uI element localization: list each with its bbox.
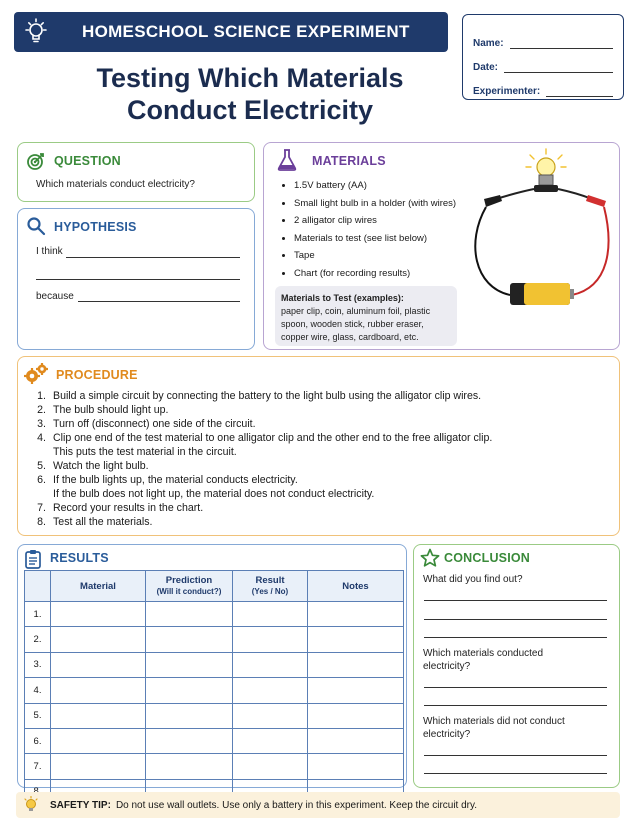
target-icon bbox=[26, 151, 46, 176]
title-line-2: Conduct Electricity bbox=[126, 95, 374, 125]
notes-cell[interactable] bbox=[308, 678, 404, 703]
material-cell[interactable] bbox=[51, 754, 146, 779]
prediction-cell[interactable] bbox=[146, 678, 233, 703]
procedure-steps bbox=[24, 389, 614, 529]
procedure-step bbox=[24, 515, 614, 529]
row-number: 5. bbox=[25, 703, 51, 728]
step-number: 8. bbox=[37, 516, 46, 528]
test-materials-text: paper clip, coin, aluminum foil, plastic spoon, wooden stick, rubber eraser, copper wire, glass, cardboard, etc. bbox=[281, 306, 431, 342]
test-materials-box bbox=[275, 286, 457, 346]
material-cell[interactable] bbox=[51, 627, 146, 652]
safety-tip bbox=[16, 792, 620, 818]
hypothesis-because-label: because bbox=[36, 291, 74, 302]
flask-icon bbox=[276, 148, 298, 177]
result-column-header bbox=[233, 571, 308, 602]
hypothesis-line-1[interactable] bbox=[66, 257, 240, 258]
magnifier-icon bbox=[26, 216, 46, 241]
prediction-cell[interactable] bbox=[146, 652, 233, 677]
table-row bbox=[25, 627, 404, 652]
conclusion-heading: CONCLUSION bbox=[444, 551, 531, 565]
safety-tip-label: SAFETY TIP: bbox=[50, 799, 111, 811]
step-text: Test all the materials. bbox=[53, 516, 153, 528]
result-cell[interactable] bbox=[233, 627, 308, 652]
step-number: 1. bbox=[37, 390, 46, 402]
notes-cell[interactable] bbox=[308, 728, 404, 753]
step-number: 6. bbox=[37, 474, 46, 486]
notes-cell[interactable] bbox=[308, 652, 404, 677]
prediction-cell[interactable] bbox=[146, 627, 233, 652]
procedure-step bbox=[24, 473, 614, 487]
step-number bbox=[24, 487, 53, 501]
experimenter-line[interactable] bbox=[546, 86, 613, 97]
hypothesis-heading: HYPOTHESIS bbox=[54, 220, 137, 234]
procedure-step bbox=[24, 445, 614, 459]
procedure-step bbox=[24, 459, 614, 473]
title-line-1: Testing Which Materials bbox=[96, 63, 404, 93]
conclusion-line[interactable] bbox=[424, 755, 607, 756]
date-label: Date: bbox=[473, 62, 499, 73]
row-number: 2. bbox=[25, 627, 51, 652]
date-field[interactable] bbox=[473, 49, 613, 73]
procedure-step bbox=[24, 389, 614, 403]
prediction-cell[interactable] bbox=[146, 728, 233, 753]
results-header-row bbox=[25, 571, 404, 602]
experimenter-field[interactable] bbox=[473, 73, 613, 97]
step-text: Record your results in the chart. bbox=[53, 502, 204, 514]
student-info-box bbox=[462, 14, 624, 100]
gears-icon bbox=[24, 363, 48, 390]
result-cell[interactable] bbox=[233, 652, 308, 677]
step-number: 7. bbox=[37, 502, 46, 514]
row-number: 1. bbox=[25, 602, 51, 627]
prediction-cell[interactable] bbox=[146, 703, 233, 728]
procedure-step bbox=[24, 431, 614, 445]
materials-item: • Small light bulb in a holder (with wires) bbox=[294, 195, 475, 213]
results-heading: RESULTS bbox=[50, 551, 109, 565]
procedure-step bbox=[24, 487, 614, 501]
material-cell[interactable] bbox=[51, 728, 146, 753]
material-column-header: Material bbox=[51, 571, 146, 602]
conclusion-question-3: Which materials did not conduct electricity? bbox=[423, 716, 565, 740]
safety-tip-text: Do not use wall outlets. Use only a battery in this experiment. Keep the circuit dry. bbox=[115, 799, 478, 811]
row-number: 4. bbox=[25, 678, 51, 703]
table-row bbox=[25, 754, 404, 779]
step-text: Turn off (disconnect) one side of the circuit. bbox=[53, 418, 256, 430]
result-label: Result bbox=[255, 575, 285, 586]
result-cell[interactable] bbox=[233, 678, 308, 703]
result-cell[interactable] bbox=[233, 728, 308, 753]
table-row bbox=[25, 652, 404, 677]
table-row bbox=[25, 703, 404, 728]
name-field[interactable] bbox=[473, 25, 613, 49]
row-number-header bbox=[25, 571, 51, 602]
result-cell[interactable] bbox=[233, 703, 308, 728]
step-text: The bulb should light up. bbox=[53, 404, 169, 416]
results-table bbox=[24, 570, 404, 805]
row-number: 3. bbox=[25, 652, 51, 677]
prediction-cell[interactable] bbox=[146, 602, 233, 627]
result-cell[interactable] bbox=[233, 754, 308, 779]
conclusion-line[interactable] bbox=[424, 619, 607, 620]
materials-item: • 1.5V battery (AA) bbox=[294, 177, 475, 195]
result-sublabel: (Yes / No) bbox=[251, 587, 289, 596]
conclusion-question-1: What did you find out? bbox=[423, 574, 523, 585]
hypothesis-card bbox=[17, 208, 255, 350]
prediction-cell[interactable] bbox=[146, 754, 233, 779]
table-row bbox=[25, 728, 404, 753]
step-text: Watch the light bulb. bbox=[53, 460, 149, 472]
conclusion-question-2: Which materials conducted electricity? bbox=[423, 648, 544, 672]
prediction-label: Prediction bbox=[165, 575, 213, 586]
materials-item: • Materials to test (see list below) bbox=[294, 230, 475, 248]
step-number: 2. bbox=[37, 404, 46, 416]
procedure-heading: PROCEDURE bbox=[56, 368, 138, 382]
conclusion-card bbox=[413, 544, 620, 788]
prediction-sublabel: (Will it conduct?) bbox=[156, 587, 222, 596]
row-number: 7. bbox=[25, 754, 51, 779]
conclusion-line[interactable] bbox=[424, 637, 607, 638]
conclusion-line[interactable] bbox=[424, 600, 607, 601]
procedure-step bbox=[24, 403, 614, 417]
question-heading: QUESTION bbox=[54, 154, 121, 168]
lightbulb-icon bbox=[14, 12, 58, 52]
step-text: This puts the test material in the circuit. bbox=[53, 446, 237, 458]
material-cell[interactable] bbox=[51, 652, 146, 677]
step-text: Build a simple circuit by connecting the battery to the light bulb using the alligator clip wires. bbox=[53, 390, 482, 402]
test-materials-heading: Materials to Test (examples): bbox=[281, 293, 404, 303]
battery-plus-label: + bbox=[516, 289, 524, 304]
material-cell[interactable] bbox=[51, 602, 146, 627]
materials-heading: MATERIALS bbox=[312, 154, 386, 168]
hypothesis-line-2[interactable] bbox=[36, 279, 240, 280]
header-banner bbox=[14, 12, 448, 52]
hypothesis-think-label: I think bbox=[36, 246, 63, 257]
materials-item: • 2 alligator clip wires bbox=[294, 212, 475, 230]
materials-item: • Tape bbox=[294, 247, 475, 265]
procedure-step bbox=[24, 501, 614, 515]
procedure-step bbox=[24, 417, 614, 431]
hypothesis-line-3[interactable] bbox=[78, 301, 240, 302]
notes-cell[interactable] bbox=[308, 703, 404, 728]
step-text: Clip one end of the test material to one alligator clip and the other end to the free alligator clip. bbox=[53, 432, 493, 444]
material-cell[interactable] bbox=[51, 678, 146, 703]
prediction-column-header bbox=[146, 571, 233, 602]
step-number: 3. bbox=[37, 418, 46, 430]
table-row bbox=[25, 602, 404, 627]
circuit-illustration bbox=[464, 147, 616, 317]
notes-cell[interactable] bbox=[308, 754, 404, 779]
question-card bbox=[17, 142, 255, 202]
lightbulb-icon bbox=[16, 796, 46, 814]
table-row bbox=[25, 678, 404, 703]
conclusion-line[interactable] bbox=[424, 705, 607, 706]
banner-title: HOMESCHOOL SCIENCE EXPERIMENT bbox=[82, 22, 410, 41]
page-title bbox=[40, 62, 460, 126]
step-number bbox=[24, 445, 53, 459]
materials-list bbox=[280, 177, 475, 282]
notes-cell[interactable] bbox=[308, 627, 404, 652]
material-cell[interactable] bbox=[51, 703, 146, 728]
conclusion-line[interactable] bbox=[424, 687, 607, 688]
result-cell[interactable] bbox=[233, 602, 308, 627]
procedure-card bbox=[17, 356, 620, 536]
materials-item: • Chart (for recording results) bbox=[294, 265, 475, 283]
step-text: If the bulb does not light up, the material does not conduct electricity. bbox=[53, 488, 375, 500]
name-line[interactable] bbox=[510, 38, 613, 49]
experimenter-label: Experimenter: bbox=[473, 86, 541, 97]
name-label: Name: bbox=[473, 38, 504, 49]
conclusion-line[interactable] bbox=[424, 773, 607, 774]
notes-column-header: Notes bbox=[308, 571, 404, 602]
star-icon bbox=[420, 548, 440, 573]
step-number: 5. bbox=[37, 460, 46, 472]
step-text: If the bulb lights up, the material conducts electricity. bbox=[53, 474, 298, 486]
step-number: 4. bbox=[37, 432, 46, 444]
row-number: 6. bbox=[25, 728, 51, 753]
notes-cell[interactable] bbox=[308, 602, 404, 627]
date-line[interactable] bbox=[504, 62, 613, 73]
question-text: Which materials conduct electricity? bbox=[36, 179, 195, 190]
